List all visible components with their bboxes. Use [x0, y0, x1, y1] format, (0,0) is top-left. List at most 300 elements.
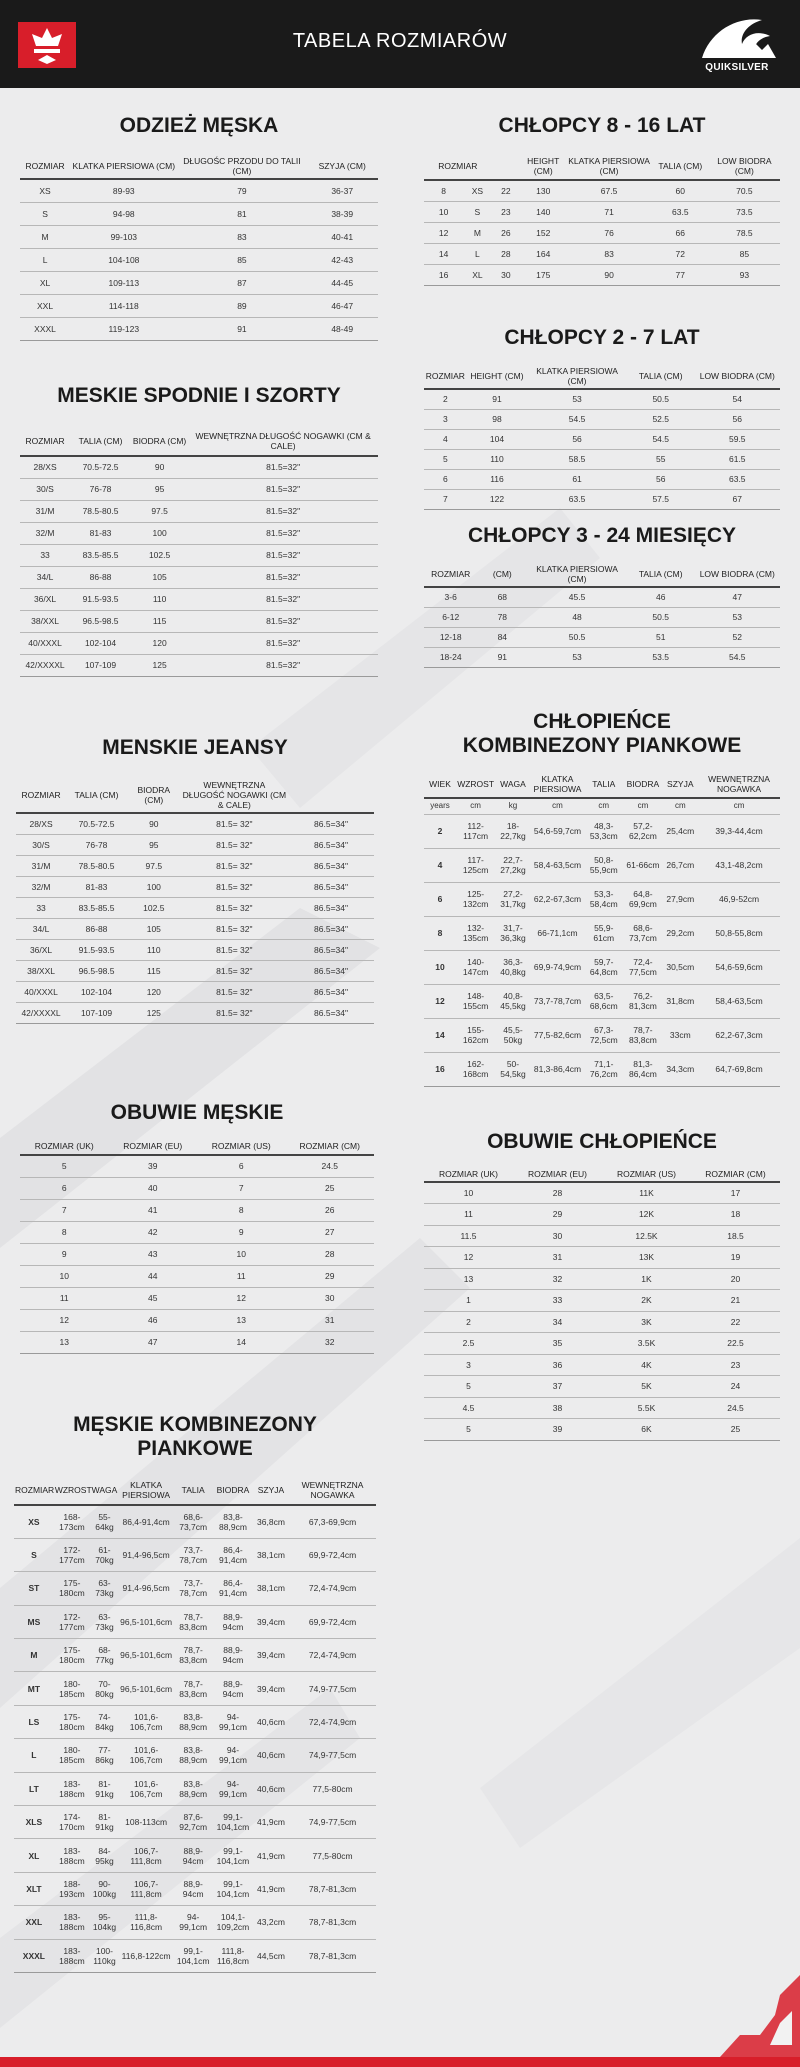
column-header: ROZMIAR	[25, 161, 65, 171]
table-cell: 94-98	[112, 208, 135, 219]
table-cell: 22	[730, 1316, 741, 1327]
table-cell: 28	[325, 1249, 335, 1259]
column-header: BIODRA (CM)	[132, 435, 187, 446]
column-header: ROZMIAR	[25, 435, 65, 446]
table-cell: 72,4-74,9cm	[308, 1583, 357, 1594]
table-cell: 12	[435, 996, 445, 1006]
table-cell: 26	[501, 227, 511, 238]
table-row	[424, 489, 780, 509]
table-cell: 101,6-106,7cm	[129, 1712, 163, 1733]
table-cell: 70.5	[736, 185, 753, 196]
table-cell: 110	[152, 594, 167, 604]
table-cell: 183-188cm	[59, 1945, 85, 1966]
table-cell: 36/XL	[29, 944, 53, 955]
boys-2-7-section	[424, 326, 780, 510]
column-header: WEWNĘTRZNA DŁUGOŚĆ NOGAWKI (CM & CALE)	[195, 430, 371, 451]
table-cell: 61-66cm	[626, 860, 660, 870]
table-cell: 63.5	[672, 206, 689, 217]
table-cell: XXL	[25, 1917, 43, 1928]
table-cell: 86.5=34"	[314, 944, 349, 955]
table-row	[20, 1177, 374, 1199]
column-header: (CM)	[492, 569, 512, 579]
mens-pants-table	[20, 426, 378, 677]
table-cell: ST	[28, 1583, 40, 1594]
table-cell: 69,9-74,9cm	[533, 962, 582, 972]
table-cell: 89-93	[112, 185, 135, 196]
table-row	[424, 429, 780, 449]
table-cell: 6-12	[442, 612, 460, 622]
column-header: LOW BIODRA (CM)	[699, 371, 775, 381]
table-cell: 63.5	[728, 474, 746, 484]
table-cell: 117-125cm	[462, 855, 489, 875]
table-row	[16, 876, 374, 897]
table-cell: 105	[146, 923, 161, 934]
table-cell: 67,3-69,9cm	[308, 1516, 357, 1527]
table-cell: 11	[236, 1271, 246, 1281]
mens-wetsuits-table	[14, 1475, 376, 1973]
table-cell: 77,5-82,6cm	[533, 1030, 582, 1040]
table-cell: 85	[739, 248, 750, 259]
table-cell: 78,7-83,8cm	[179, 1611, 208, 1632]
table-row	[424, 409, 780, 429]
table-cell: 57.5	[652, 494, 669, 504]
table-cell: 68-77kg	[95, 1645, 114, 1666]
table-cell: XXXL	[34, 323, 56, 334]
column-header: ROZMIAR (US)	[211, 1140, 271, 1151]
table-cell: 41,9cm	[257, 1817, 285, 1828]
table-row	[424, 607, 780, 627]
table-row	[20, 1287, 374, 1309]
table-row	[20, 654, 378, 676]
boys-wetsuits-table	[424, 770, 780, 1087]
table-cell: 2K	[641, 1295, 652, 1306]
table-cell: 28/XS	[29, 818, 53, 829]
table-cell: 81-83	[85, 881, 108, 892]
table-cell: 81.5=32"	[266, 660, 301, 670]
table-cell: 96,5-101,6cm	[120, 1650, 173, 1661]
table-cell: 19	[730, 1252, 741, 1263]
table-cell: L	[475, 248, 480, 259]
table-cell: 88,9-94cm	[222, 1678, 244, 1699]
table-cell: 79	[237, 185, 247, 196]
table-cell: 6	[442, 474, 448, 484]
table-row	[16, 960, 374, 981]
table-cell: 11	[59, 1293, 69, 1303]
table-cell: 11	[464, 1209, 473, 1220]
table-cell: 59.5	[728, 434, 746, 444]
table-cell: 3-6	[444, 592, 457, 603]
column-header: TALIA (CM)	[74, 790, 119, 800]
table-cell: 28	[501, 248, 511, 259]
table-cell: 172-177cm	[59, 1611, 85, 1632]
table-cell: 30	[552, 1230, 563, 1241]
table-cell: 81.5=32"	[266, 550, 301, 560]
table-cell: 31	[325, 1315, 335, 1325]
table-cell: 183-188cm	[59, 1845, 85, 1866]
table-cell: 36-37	[331, 185, 354, 196]
table-cell: 69,9-72,4cm	[308, 1616, 357, 1627]
table-cell: 8	[238, 1205, 244, 1215]
table-cell: L	[31, 1750, 37, 1761]
table-row	[20, 1331, 374, 1353]
table-cell: 32	[325, 1337, 335, 1347]
table-cell: 48	[572, 612, 582, 622]
table-cell: 7	[61, 1205, 67, 1215]
mens-jeans-table	[16, 778, 374, 1024]
column-header: SZYJA	[257, 1484, 285, 1495]
table-cell: 34,3cm	[666, 1064, 695, 1074]
column-header: SZYJA	[667, 778, 694, 789]
table-cell: 64,8-69,9cm	[628, 889, 657, 909]
table-cell: 78,7-81,3cm	[308, 1950, 357, 1961]
table-cell: 58,4-63,5cm	[715, 996, 763, 1006]
table-cell: 87	[237, 277, 247, 288]
table-cell: 13K	[638, 1252, 655, 1263]
table-row	[14, 1872, 376, 1905]
table-row	[14, 1505, 376, 1538]
table-row	[14, 1839, 376, 1872]
table-cell: 86.5=34"	[314, 965, 349, 976]
table-cell: 30	[501, 269, 511, 280]
table-cell: 26	[325, 1205, 335, 1215]
column-header: ROZMIAR	[438, 160, 478, 171]
section-title: ODZIEŻ MĘSKA	[119, 114, 279, 137]
table-cell: 86.5=34"	[314, 986, 349, 997]
table-cell: 9	[61, 1249, 67, 1259]
table-cell: 35	[552, 1338, 563, 1349]
table-cell: 68,6-73,7cm	[179, 1511, 208, 1532]
table-cell: 12	[463, 1252, 474, 1263]
table-row	[20, 317, 378, 340]
table-cell: 45	[148, 1293, 158, 1303]
table-cell: 95-104kg	[92, 1912, 117, 1933]
table-cell: 91	[492, 394, 502, 405]
table-row	[424, 201, 780, 222]
column-header	[492, 152, 520, 180]
boys-shoes-table	[424, 1166, 780, 1441]
table-cell: 50-54,5kg	[500, 1059, 526, 1079]
mens-pants-section	[20, 384, 378, 677]
table-row	[20, 202, 378, 225]
table-row	[424, 627, 780, 647]
table-cell: 71	[604, 206, 614, 217]
column-header: ROZMIAR	[21, 790, 61, 800]
table-cell: 96,5-101,6cm	[120, 1683, 173, 1694]
column-header: WAGA	[500, 778, 526, 789]
table-cell: 109-113	[108, 277, 140, 288]
column-header: TALIA (CM)	[638, 371, 683, 381]
table-cell: 12.5K	[635, 1230, 658, 1241]
table-cell: 34/L	[36, 572, 54, 582]
table-cell: 38/XXL	[31, 616, 59, 626]
table-cell: 91	[497, 652, 508, 662]
brand-name: QUIKSILVER	[705, 62, 769, 73]
table-cell: 20	[730, 1273, 741, 1284]
table-cell: 10	[236, 1249, 246, 1259]
table-row	[20, 225, 378, 248]
page-header	[0, 0, 800, 88]
table-row	[424, 647, 780, 667]
table-cell: 69,9-72,4cm	[308, 1550, 357, 1561]
table-cell: 132-135cm	[462, 923, 489, 943]
table-cell: 40,8-45,5kg	[500, 991, 526, 1011]
table-row	[20, 179, 378, 202]
table-cell: 86,4-91,4cm	[122, 1516, 170, 1527]
table-cell: 11.5	[460, 1230, 477, 1241]
table-cell: 67.5	[600, 185, 618, 196]
table-cell: 55	[655, 454, 666, 464]
table-row	[424, 1018, 780, 1052]
table-cell: 105	[152, 572, 167, 582]
table-cell: 36,3-40,8kg	[500, 957, 526, 977]
table-cell: 34/L	[32, 923, 50, 934]
table-cell: 81.5=32"	[266, 616, 301, 626]
table-cell: 52	[732, 632, 742, 642]
table-cell: 25	[730, 1424, 741, 1435]
section-title: CHŁOPCY 2 - 7 LAT	[504, 326, 700, 349]
table-cell: 94-99,1cm	[219, 1712, 247, 1733]
table-cell: 51	[655, 632, 666, 642]
column-header: ROZMIAR (US)	[616, 1168, 677, 1179]
table-cell: 63-73kg	[95, 1611, 114, 1632]
table-cell: 90-100kg	[92, 1878, 117, 1899]
table-cell: 54.5	[652, 434, 669, 444]
table-cell: 100	[152, 528, 167, 538]
section-title: CHŁOPCY 8 - 16 LAT	[498, 114, 706, 137]
boys-3-24m-table	[424, 562, 780, 668]
table-cell: 4.5	[462, 1402, 475, 1413]
column-header: WAGA	[91, 1484, 118, 1495]
table-cell: 3	[442, 414, 448, 424]
table-cell: 81.5= 32"	[216, 860, 253, 871]
table-cell: 122	[489, 494, 505, 504]
table-cell: 52.5	[652, 414, 669, 424]
table-cell: 91.5-93.5	[82, 594, 119, 604]
table-cell: 104,1-109,2cm	[216, 1912, 250, 1933]
table-cell: 13	[59, 1337, 69, 1347]
column-header: ROZMIAR (EU)	[527, 1168, 588, 1179]
table-cell: 106,7-111,8cm	[130, 1845, 162, 1866]
table-cell: 100	[146, 881, 161, 892]
table-cell: 29	[552, 1209, 563, 1220]
table-cell: 77	[675, 269, 685, 280]
table-cell: 53	[732, 612, 742, 622]
table-cell: LS	[28, 1717, 40, 1728]
table-cell: 110	[147, 944, 161, 955]
table-row	[14, 1772, 376, 1805]
table-cell: 120	[146, 986, 161, 997]
table-cell: 30/S	[32, 839, 50, 850]
table-cell: 34	[552, 1316, 563, 1327]
table-cell: 42/XXXXL	[21, 1007, 61, 1018]
column-header: LOW BIODRA (CM)	[717, 155, 772, 176]
section-title: OBUWIE MĘSKIE	[110, 1101, 284, 1124]
boys-3-24m-section	[424, 524, 780, 668]
table-cell: 50.5	[568, 632, 586, 642]
table-cell: 44-45	[331, 277, 354, 288]
table-cell: 10	[463, 1188, 474, 1198]
table-cell: 68,6-73,7cm	[628, 923, 657, 943]
table-cell: 40/XXXL	[28, 638, 62, 648]
table-row	[20, 632, 378, 654]
table-cell: 32/M	[35, 528, 55, 538]
table-cell: 78,7-81,3cm	[308, 1883, 357, 1894]
table-cell: 39	[552, 1424, 563, 1435]
table-cell: 81.5= 32"	[216, 965, 253, 976]
table-cell: 6	[437, 894, 443, 904]
table-cell: 6	[238, 1161, 244, 1172]
table-cell: 70-80kg	[95, 1678, 114, 1699]
table-row	[20, 522, 378, 544]
table-cell: 104	[489, 434, 505, 444]
table-cell: 88,9-94cm	[182, 1878, 204, 1899]
table-cell: 91.5-93.5	[78, 944, 115, 955]
table-cell: 95	[154, 484, 165, 494]
column-header: HEIGHT (CM)	[470, 371, 524, 381]
table-row	[16, 939, 374, 960]
table-row	[14, 1939, 376, 1972]
table-cell: M	[30, 1650, 38, 1661]
table-row	[424, 389, 780, 409]
table-cell: 10	[438, 206, 449, 217]
mens-clothing-section	[20, 114, 378, 341]
table-cell: L	[42, 254, 48, 265]
table-cell: 59,7-64,8cm	[589, 957, 618, 977]
table-cell: 31/M	[35, 506, 55, 516]
table-cell: S	[474, 206, 481, 217]
table-cell: 175	[536, 269, 551, 280]
table-cell: 62,2-67,3cm	[715, 1030, 763, 1040]
table-cell: 100-110kg	[93, 1945, 116, 1966]
table-cell: XLT	[26, 1883, 42, 1894]
column-header: SZYJA (CM)	[318, 161, 366, 171]
column-header: TALIA	[592, 778, 616, 789]
table-cell: 11K	[639, 1188, 654, 1198]
table-cell: XXXL	[22, 1950, 45, 1961]
column-header: ROZMIAR (UK)	[34, 1140, 94, 1151]
table-row	[16, 918, 374, 939]
table-cell: 87,6-92,7cm	[179, 1812, 208, 1833]
table-cell: 78,7-83,8cm	[179, 1678, 208, 1699]
table-row	[20, 566, 378, 588]
table-cell: 102-104	[84, 638, 117, 648]
table-row	[16, 981, 374, 1002]
table-cell: 88,9-94cm	[182, 1845, 204, 1866]
table-cell: 39,4cm	[257, 1650, 285, 1661]
table-cell: 72,4-74,9cm	[308, 1717, 357, 1728]
column-header: ROZMIAR	[15, 1484, 55, 1495]
table-cell: 83,8-88,9cm	[179, 1745, 208, 1766]
table-cell: 42	[148, 1227, 158, 1237]
table-cell: 155-162cm	[462, 1025, 489, 1045]
unit-cell: cm	[598, 801, 610, 811]
table-cell: XL	[472, 269, 483, 280]
table-cell: 27,9cm	[666, 894, 695, 904]
table-row	[16, 834, 374, 855]
column-header: ROZMIAR (UK)	[438, 1168, 499, 1179]
table-cell: 40,6cm	[257, 1750, 285, 1761]
table-row	[424, 1204, 780, 1226]
table-cell: 188-193cm	[59, 1878, 85, 1899]
table-cell: 40	[148, 1183, 158, 1193]
table-cell: 56	[655, 474, 666, 484]
table-cell: 28	[552, 1188, 563, 1198]
table-cell: 86.5=34"	[314, 881, 349, 892]
table-row	[424, 984, 780, 1018]
table-row	[14, 1705, 376, 1738]
table-cell: 120	[152, 638, 167, 648]
table-cell: 23	[730, 1359, 741, 1370]
table-cell: 162-168cm	[462, 1059, 489, 1079]
table-cell: 26,7cm	[666, 860, 695, 870]
table-cell: 10	[435, 962, 445, 972]
table-cell: 54.5	[568, 414, 586, 424]
table-cell: 38,1cm	[257, 1550, 285, 1561]
table-cell: 107-109	[84, 660, 117, 670]
table-cell: 67	[732, 494, 742, 504]
table-cell: XL	[28, 1850, 40, 1861]
table-cell: 78,7-83,8cm	[628, 1025, 657, 1045]
table-cell: 76-78	[89, 484, 112, 494]
table-row	[424, 882, 780, 916]
table-cell: 50.5	[652, 612, 669, 622]
boys-8-16-section	[424, 114, 780, 286]
table-cell: 78.5	[736, 227, 753, 238]
table-cell: 46	[655, 592, 666, 603]
table-row	[16, 813, 374, 834]
table-cell: 99-103	[110, 231, 138, 242]
table-cell: 18-24	[439, 652, 462, 662]
table-cell: M	[41, 231, 49, 242]
table-cell: 140-147cm	[462, 957, 489, 977]
table-cell: 1	[466, 1295, 471, 1306]
table-cell: 86,4-91,4cm	[219, 1545, 247, 1566]
table-row	[14, 1605, 376, 1638]
table-cell: 81.5=32"	[266, 638, 301, 648]
table-cell: XL	[39, 277, 51, 288]
table-cell: 73,7-78,7cm	[533, 996, 582, 1006]
table-cell: XS	[39, 185, 51, 196]
table-cell: 73,7-78,7cm	[179, 1545, 208, 1566]
table-cell: 58,4-63,5cm	[533, 860, 582, 870]
table-row	[424, 916, 780, 950]
table-cell: 47	[732, 592, 742, 603]
table-cell: 54,6-59,7cm	[533, 826, 582, 836]
table-cell: 12	[438, 227, 449, 238]
boys-8-16-table	[424, 152, 780, 286]
table-cell: 9	[238, 1227, 244, 1237]
mens-clothing-table	[20, 154, 378, 341]
table-cell: 86,4-91,4cm	[219, 1578, 247, 1599]
table-cell: 107-109	[80, 1007, 113, 1018]
table-cell: 50.5	[652, 394, 669, 405]
column-header: KLATKA PIERSIOWA	[533, 773, 582, 794]
table-cell: 70.5-72.5	[82, 462, 119, 473]
table-cell: 97.5	[145, 860, 163, 871]
table-cell: 94-99,1cm	[219, 1778, 247, 1799]
table-cell: 95	[149, 839, 159, 850]
table-cell: 46	[148, 1315, 158, 1325]
column-header: TALIA (CM)	[638, 569, 683, 579]
column-header: WIEK	[429, 778, 451, 789]
table-cell: 39,4cm	[257, 1616, 285, 1627]
table-cell: 175-180cm	[59, 1712, 85, 1733]
boys-shoes-section	[424, 1130, 780, 1441]
table-cell: 55-64kg	[95, 1511, 114, 1532]
table-cell: 14	[438, 248, 449, 259]
table-cell: 76-78	[85, 839, 108, 850]
table-row	[424, 1225, 780, 1247]
